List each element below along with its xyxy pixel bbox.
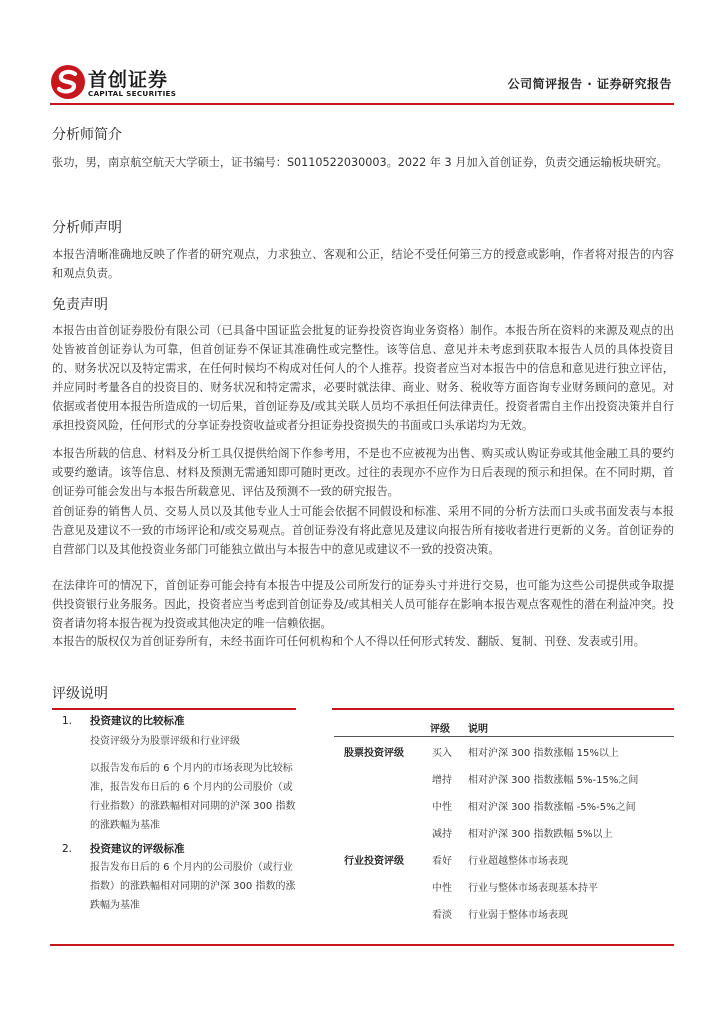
analyst-statement-heading: 分析师声明 bbox=[52, 220, 122, 236]
rating-table bbox=[334, 714, 674, 921]
logo-text-en: CAPITAL SECURITIES bbox=[88, 89, 177, 98]
disclaimer-paragraph-3: 首创证券的销售人员、交易人员以及其他专业人士可能会依据不同假设和标准、采用不同的分析方法而口头或书面发表与本报告意见及建议不一致的市场评论和/或交易观点。首创证券没有将此意见及建议向报告所有接收者进行更新的义务。首创证券的自营部门以及其他投资业务部门可能独立做出与本报告中的意见或建议不一致的投资决策。 bbox=[52, 505, 674, 556]
table-row: 行业投资评级 看好 行业超越整体市场表现 bbox=[344, 856, 568, 867]
col-description: 说明 bbox=[468, 724, 488, 735]
table-row: 股票投资评级 买入 相对沪深 300 指数涨幅 15%以上 bbox=[344, 748, 619, 759]
rating-table-header-divider bbox=[334, 736, 674, 737]
rating-item-2-title: 2. 投资建议的评级标准 bbox=[62, 843, 185, 855]
rating-standards bbox=[62, 713, 302, 915]
disclaimer-paragraph-5: 本报告的版权仅为首创证券所有，未经书面许可任何机构和个人不得以任何形式转发、翻版、复制、刊登、发表或引用。 bbox=[52, 635, 645, 648]
header-divider bbox=[50, 103, 674, 105]
disclaimer-paragraph-2: 本报告所载的信息、材料及分析工具仅提供给阁下作参考用，不是也不应被视为出售、购买或认购证券或其他金融工具的要约或要约邀请。该等信息、材料及预测无需通知即可随时更改。过往的表现亦不应作为日后表现的预示和担保。在不同时期，首创证券可能会发出与本报告所载意见、评估及预测不一致的研究报告。 bbox=[52, 447, 674, 498]
rating-right-divider bbox=[332, 708, 674, 710]
disclaimer-paragraph-1: 本报告由首创证券股份有限公司（已具备中国证监会批复的证券投资咨询业务资格）制作。本报告所在资料的来源及观点的出处皆被首创证券认为可靠，但首创证券不保证其准确性或完整性。该等信息、意见并未考虑到获取本报告人员的具体投资目的、财务状况以及特定需求，在任何时候均不构成对任何人的个人推荐。投资者应当对本报告中的信息和意见进行独立评估，并应同时考量各自的投资目的、财务状况和特定需求，必要时就法律、商业、财务、税收等方面咨询专业财务顾问的意见。对依据或者使用本报告所造成的一切后果，首创证券及/或其关联人员均不承担任何法律责任。投资者需自主作出投资决策并自行承担投资风险，任何形式的分享证券投资收益或者分担证券投资损失的书面或口头承诺均为无效。 bbox=[52, 324, 674, 432]
table-row: 看淡 行业弱于整体市场表现 bbox=[432, 910, 568, 921]
rating-item-1-line-1: 投资评级分为股票评级和行业评级 bbox=[90, 736, 240, 747]
page-header bbox=[50, 62, 674, 102]
report-type: 公司简评报告 · 证券研究报告 bbox=[507, 77, 672, 91]
table-row: 中性 行业与整体市场表现基本持平 bbox=[432, 883, 598, 894]
rating-left-divider bbox=[52, 708, 296, 710]
capital-securities-logo-icon bbox=[50, 64, 86, 100]
analyst-statement-text: 本报告清晰准确地反映了作者的研究观点，力求独立、客观和公正，结论不受任何第三方的授意或影响，作者将对报告的内容和观点负责。 bbox=[52, 248, 674, 280]
disclaimer-heading: 免责声明 bbox=[52, 297, 108, 313]
logo-text-cn: 首创证券 bbox=[88, 69, 169, 91]
analyst-intro-heading: 分析师简介 bbox=[52, 127, 122, 143]
table-row: 中性 相对沪深 300 指数涨幅 -5%-5%之间 bbox=[432, 802, 636, 813]
disclaimer-paragraph-4: 在法律许可的情况下，首创证券可能会持有本报告中提及公司所发行的证券头寸并进行交易，也可能为这些公司提供或争取提供投资银行业务服务。因此，投资者应当考虑到首创证券及/或其相关人员可能存在影响本报告观点客观性的潜在利益冲突。投资者请勿将本报告视为投资或其他决定的唯一信赖依据。 bbox=[52, 579, 674, 630]
col-rating: 评级 bbox=[430, 724, 450, 735]
rating-item-1-title: 1. 投资建议的比较标准 bbox=[62, 715, 185, 727]
rating-item-1-line-2: 以报告发布后的 6 个月内的市场表现为比较标准，报告发布日后的 6 个月内的公司股价（或行业指数）的涨跌幅相对同期的沪深 300 指数的涨跌幅为基准 bbox=[90, 763, 296, 831]
rating-item-2-line-1: 报告发布日后的 6 个月内的公司股价（或行业指数）的涨跌幅相对同期的沪深 300 指数的涨跌幅为基准 bbox=[90, 862, 296, 911]
rating-heading: 评级说明 bbox=[52, 686, 108, 702]
rating-table-header bbox=[334, 714, 674, 736]
table-row: 增持 相对沪深 300 指数涨幅 5%-15%之间 bbox=[432, 775, 639, 786]
table-row: 减持 相对沪深 300 指数跌幅 5%以上 bbox=[432, 829, 613, 840]
footer-divider bbox=[50, 944, 674, 946]
analyst-intro-text: 张功，男，南京航空航天大学硕士，证书编号：S0110522030003。2022 年 3 月加入首创证券，负责交通运输板块研究。 bbox=[52, 156, 668, 169]
